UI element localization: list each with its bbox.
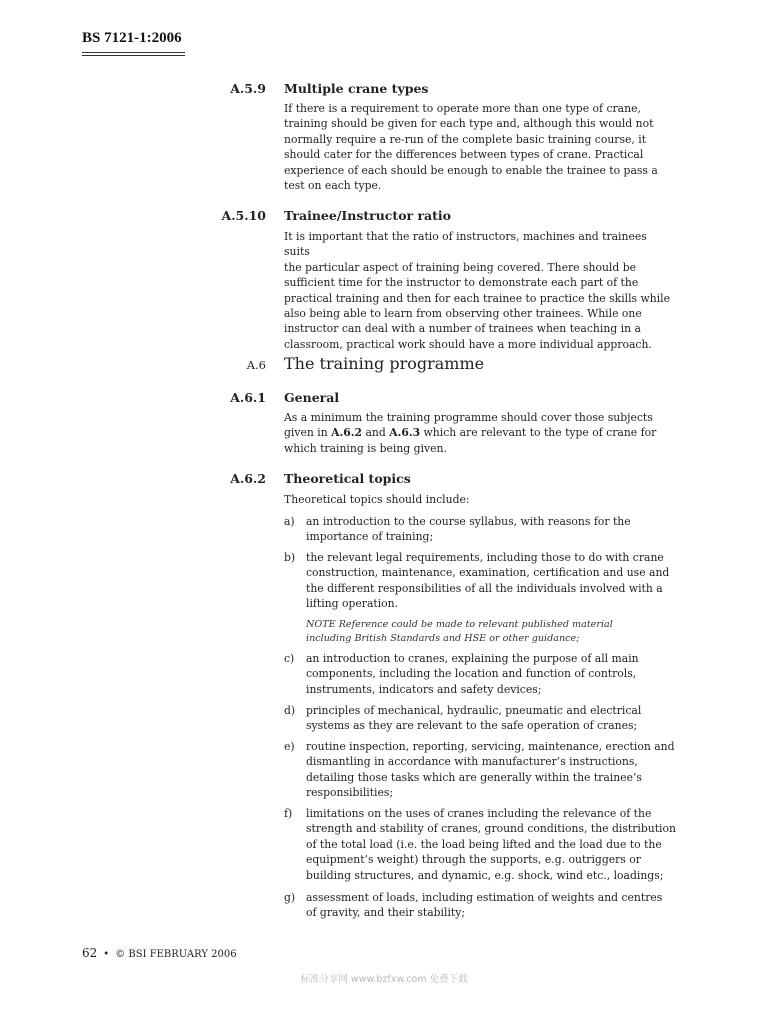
section-body [284,410,674,456]
list-item-label: b) [284,551,296,564]
standard-number: BS 7121-1:2006 [82,30,182,46]
body-text: As a minimum the training programme should cover those subjects given in [284,411,653,440]
page-number: 62 [82,946,98,960]
section-number: A.6 [246,358,266,372]
list-item-text: the relevant legal requirements, including those to do with crane construction, maintenance, examination, certification and use and the different responsibilities of all the individuals involved with a lifting operation. [306,551,670,611]
list-item-label: e) [284,740,295,753]
list-item-text: assessment of loads, including estimation of weights and centres of gravity, and their stability; [306,891,663,920]
section-number: A.6.1 [230,390,266,405]
section-number: A.5.9 [230,81,266,96]
footer-bullet: • [103,949,110,960]
section-body: If there is a requirement to operate more than one type of crane, training should be given for each type and, although this would not normally require a re-run of the complete basic training course, it should cater for the differences between types of crane. Practical experience of each should be enough to enable the trainee to pass a test on each type. [284,102,658,193]
list-item-text: an introduction to the course syllabus, with reasons for the importance of training; [306,515,631,544]
list-item-text: routine inspection, reporting, servicing, maintenance, erection and dismantling in accordance with manufacturer’s instructions, detailing those tasks which are generally within the trainee’s responsibilities; [306,740,675,800]
note-text: NOTE Reference could be made to relevant published material including British Standards and HSE or other guidance; [306,619,613,644]
page-footer [82,946,237,960]
section-title: General [284,390,340,405]
section-number: A.5.10 [221,208,266,223]
list-item-label: f) [284,807,293,820]
section-body: It is important that the ratio of instructors, machines and trainees suits the particular aspect of training being covered. There should be sufficient time for the instructor to demonstrate each part of the practical training and then for each trainee to practice the skills while also being able to learn from observing other trainees. While one instructor can deal with a number of trainees when teaching in a classroom, practical work should have a more individual approach. [284,230,671,351]
list-item-label: d) [284,704,296,717]
header-rule [82,52,185,53]
list-item-label: g) [284,891,296,904]
section-title: Trainee/Instructor ratio [284,208,452,223]
cross-reference: A.6.2 [331,426,363,440]
list-item-text: principles of mechanical, hydraulic, pneumatic and electrical systems as they are relevant to the safe operation of cranes; [306,704,642,733]
section-title: Multiple crane types [284,81,429,96]
cross-reference: A.6.3 [389,426,421,440]
list-item-label: c) [284,652,295,665]
list-item-text: an introduction to cranes, explaining the purpose of all main components, including the location and function of controls, instruments, indicators and safety devices; [306,652,639,696]
body-text: which are relevant to the type of crane for which training is being given. [284,426,657,455]
header-rule [82,55,185,56]
list-item-label: a) [284,515,295,528]
section-title: Theoretical topics [284,471,411,486]
body-text: and [362,426,390,440]
copyright-text: © BSI FEBRUARY 2006 [115,949,237,960]
watermark-text: 标准分享网 www.bzfxw.com 免费下载 [300,974,468,985]
section-intro: Theoretical topics should include: [284,493,470,506]
section-title: The training programme [284,354,485,373]
list-item-text: limitations on the uses of cranes including the relevance of the strength and stability of cranes, ground conditions, the distribution of the total load (i.e. the load being lifted and the load due to the equipment’s weight) through the supports, e.g. outriggers or building structures, and dynamic, e.g. shock, wind etc., loadings; [306,807,676,882]
running-header [82,30,185,56]
section-number: A.6.2 [230,471,266,486]
